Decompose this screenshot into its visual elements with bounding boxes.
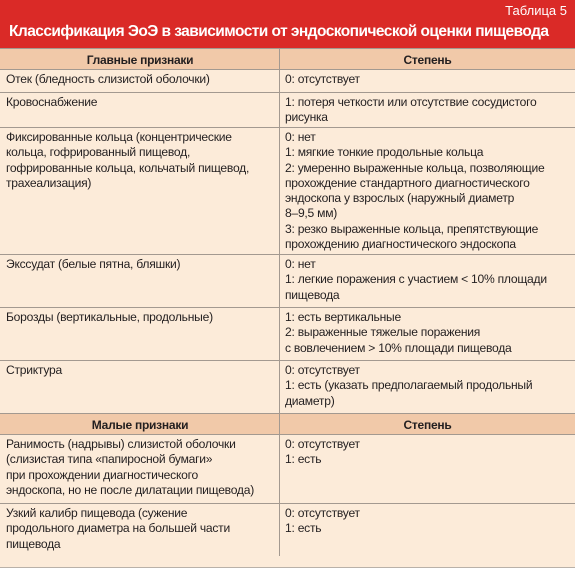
cell-text-line: 1: есть вертикальные (285, 310, 401, 324)
sign-cell (0, 93, 280, 127)
classification-table (0, 48, 575, 556)
table-row (0, 360, 575, 413)
cell-text-line: с вовлечением > 10% площади пищевода (285, 340, 512, 355)
table-row (0, 127, 575, 254)
cell-text-line: при прохождении диагностического (6, 467, 198, 482)
cell-text-line: 1: есть (указать предполагаемый продольный (285, 378, 533, 393)
degree-cell (280, 255, 575, 307)
cell-text-line: 1: есть (285, 521, 322, 536)
cell-text-line: 1: есть (285, 452, 322, 467)
cell-text-line: пищевода (6, 536, 61, 551)
column-header-degree: Степень (280, 49, 575, 69)
table-header (0, 0, 575, 48)
minor-signs-header-row (0, 413, 575, 434)
table-row (0, 92, 575, 127)
column-header-signs: Малые признаки (0, 414, 280, 434)
cell-text-line: 0: нет (285, 257, 316, 271)
table-number-label: Таблица 5 (505, 3, 567, 18)
sign-cell (0, 435, 280, 503)
cell-text-line: эндоскопа, но не после дилатации пищевода) (6, 482, 254, 497)
cell-text-line: пищевода (285, 287, 340, 302)
cell-text-line: Борозды (вертикальные, продольные) (6, 310, 213, 324)
cell-text-line: эндоскопа у взрослых (наружный диаметр (285, 191, 515, 206)
major-signs-header-row (0, 48, 575, 69)
cell-text-line: 2: выраженные тяжелые поражения (285, 325, 481, 340)
cell-text-line: 0: отсутствует (285, 72, 360, 86)
cell-text-line: прохождение стандартного диагностического (285, 175, 530, 190)
cell-text-line: 2: умеренно выраженные кольца, позволяющие (285, 160, 545, 175)
cell-text-line: 0: отсутствует (285, 437, 360, 451)
table-title: Классификация ЭоЭ в зависимости от эндоскопической оценки пищевода (9, 23, 549, 40)
cell-text-line: рисунка (285, 110, 328, 125)
cell-text-line: Стриктура (6, 363, 62, 377)
cell-text-line: 3: резко выраженные кольца, препятствующие (285, 221, 539, 236)
degree-cell (280, 435, 575, 503)
cell-text-line: 1: потеря четкости или отсутствие сосудистого (285, 95, 537, 109)
cell-text-line: трахеализация) (6, 175, 92, 190)
degree-cell (280, 128, 575, 254)
cell-text-line: 0: нет (285, 130, 316, 144)
cell-text-line: 8–9,5 мм) (285, 206, 338, 221)
cell-text-line: кольца, гофрированный пищевод, (6, 145, 191, 160)
degree-cell (280, 93, 575, 127)
cell-text-line: 0: отсутствует (285, 506, 360, 520)
column-header-signs: Главные признаки (0, 49, 280, 69)
cell-text-line: Экссудат (белые пятна, бляшки) (6, 257, 181, 271)
table-row (0, 307, 575, 360)
sign-cell (0, 70, 280, 92)
cell-text-line: 1: легкие поражения с участием < 10% площади (285, 272, 547, 287)
cell-text-line: гофрированные кольца, кольчатый пищевод, (6, 160, 250, 175)
table-row (0, 254, 575, 307)
degree-cell (280, 504, 575, 556)
column-header-degree: Степень (280, 414, 575, 434)
sign-cell (0, 255, 280, 307)
sign-cell (0, 128, 280, 254)
sign-cell (0, 361, 280, 413)
degree-cell (280, 361, 575, 413)
cell-text-line: (слизистая типа «папиросной бумаги» (6, 452, 213, 467)
cell-text-line: Фиксированные кольца (концентрические (6, 130, 232, 144)
cell-text-line: Узкий калибр пищевода (сужение (6, 506, 188, 520)
cell-text-line: прохождению диагностического эндоскопа (285, 237, 516, 252)
cell-text-line: диаметр) (285, 393, 335, 408)
table-row (0, 434, 575, 503)
cell-text-line: Ранимость (надрывы) слизистой оболочки (6, 437, 236, 451)
degree-cell (280, 308, 575, 360)
cell-text-line: 0: отсутствует (285, 363, 360, 377)
degree-cell (280, 70, 575, 92)
cell-text-line: продольного диаметра на большей части (6, 521, 230, 536)
table-row (0, 69, 575, 92)
cell-text-line: 1: мягкие тонкие продольные кольца (285, 145, 484, 160)
sign-cell (0, 308, 280, 360)
table-row (0, 503, 575, 556)
cell-text-line: Отек (бледность слизистой оболочки) (6, 72, 210, 86)
sign-cell (0, 504, 280, 556)
cell-text-line: Кровоснабжение (6, 95, 98, 109)
